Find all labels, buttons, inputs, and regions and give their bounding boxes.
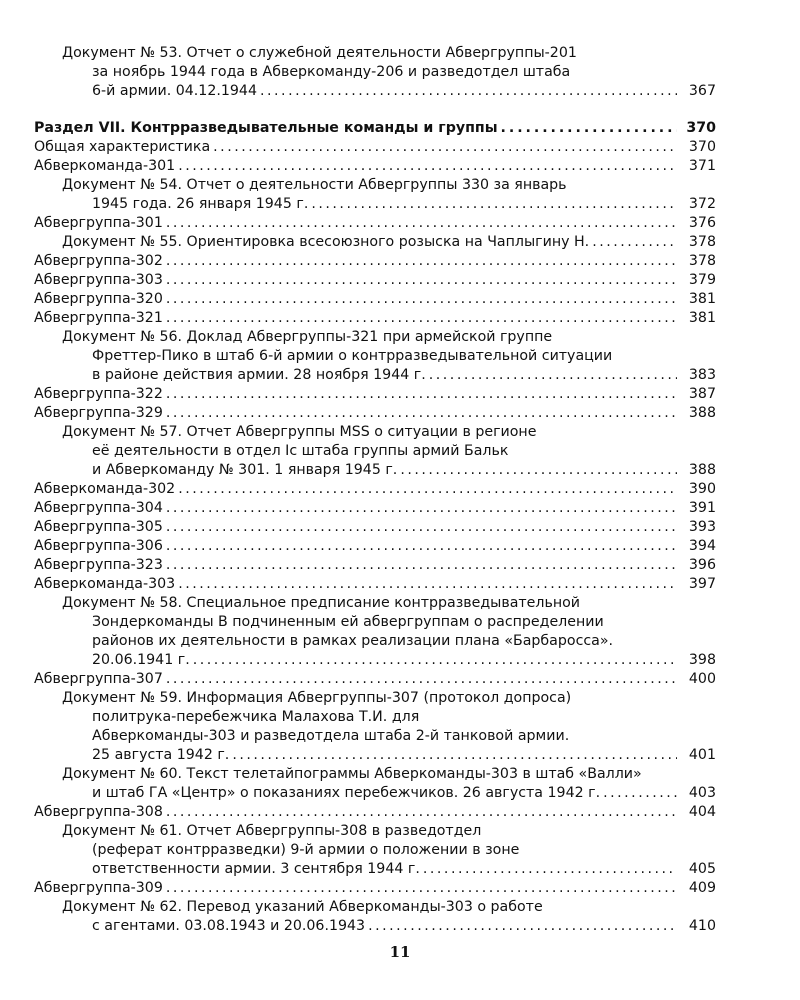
toc-document-entry xyxy=(34,594,716,670)
toc-entry-line xyxy=(34,518,680,537)
toc-entry-line xyxy=(34,404,680,423)
dot-leader xyxy=(166,518,677,537)
toc-entry xyxy=(34,309,716,328)
toc-entry-text: политрука-перебежчика Малахова Т.И. для xyxy=(92,709,420,725)
toc-entry xyxy=(34,157,716,176)
toc-page-number: 383 xyxy=(688,367,716,383)
toc-entry-text: (реферат контрразведки) 9-й армии о положении в зоне xyxy=(92,842,520,858)
toc-entry-text: её деятельности в отдел Iс штаба группы армий Бальк xyxy=(92,443,509,459)
dot-leader xyxy=(603,784,677,803)
toc-entry-text: Абверкоманда-302 xyxy=(34,481,176,497)
toc-entry-text: Абвергруппа-307 xyxy=(34,671,163,687)
dot-leader xyxy=(193,651,677,670)
toc-page-number: 400 xyxy=(688,671,716,687)
toc-entry-line xyxy=(62,44,680,63)
toc-page-number: 409 xyxy=(688,880,716,896)
toc-entry-line xyxy=(62,594,680,613)
toc-entry-text: 1945 года. 26 января 1945 г. xyxy=(92,196,309,212)
toc-entry xyxy=(34,537,716,556)
toc-entry-line xyxy=(62,195,680,214)
dot-leader xyxy=(166,556,677,575)
toc-entry-line xyxy=(34,290,680,309)
dot-leader xyxy=(400,461,677,480)
toc-entry-text: Зондеркоманды В подчиненным ей абвергруппам о распределении xyxy=(92,614,604,630)
toc-entry-line xyxy=(62,233,680,252)
toc-entry-text: Раздел VII. Контрразведывательные команды и группы xyxy=(34,120,498,136)
toc-entry-text: Абвергруппа-329 xyxy=(34,405,163,421)
toc-entry-text: 25 августа 1942 г. xyxy=(92,747,230,763)
toc-entry-line xyxy=(62,708,680,727)
toc-page-number: 381 xyxy=(688,291,716,307)
toc-entry-title xyxy=(62,594,680,670)
toc-entry-title xyxy=(34,271,680,290)
toc-entry-title xyxy=(34,537,680,556)
dot-leader xyxy=(166,214,677,233)
toc-page-number: 376 xyxy=(688,215,716,231)
toc-entry xyxy=(34,556,716,575)
toc-entry-text: с агентами. 03.08.1943 и 20.06.1943 xyxy=(92,918,366,934)
toc-entry-text: Абвергруппа-323 xyxy=(34,557,163,573)
toc-page-number: 405 xyxy=(688,861,716,877)
toc-entry-title xyxy=(34,499,680,518)
toc-entry xyxy=(34,252,716,271)
toc-entry-text: Абвергруппа-303 xyxy=(34,272,163,288)
toc-document-entry xyxy=(34,822,716,879)
toc-entry-text: Фреттер-Пико в штаб 6-й армии о контрразведывательной ситуации xyxy=(92,348,613,364)
toc-page-number: 381 xyxy=(688,310,716,326)
toc-entry-line xyxy=(62,765,680,784)
toc-entry-title xyxy=(34,879,680,898)
toc-entry-line xyxy=(34,575,680,594)
toc-entry-text: Абвергруппа-305 xyxy=(34,519,163,535)
toc-entry-text: Документ № 61. Отчет Абвергруппы-308 в разведотдел xyxy=(62,823,482,839)
toc-entry-line xyxy=(62,63,680,82)
page-number: 11 xyxy=(389,943,411,961)
toc-entry-line xyxy=(34,157,680,176)
toc-entry-title xyxy=(34,252,680,271)
toc-entry-line xyxy=(62,328,680,347)
toc-entry-line xyxy=(62,632,680,651)
toc-entry-title xyxy=(62,423,680,480)
toc-entry-line xyxy=(62,841,680,860)
toc-entry-line xyxy=(62,746,680,765)
toc-entry-text: Абвергруппа-308 xyxy=(34,804,163,820)
toc-entry-line xyxy=(62,461,680,480)
toc-entry-title xyxy=(62,898,680,936)
toc-entry-line xyxy=(34,385,680,404)
toc-entry-text: и Абверкоманду № 301. 1 января 1945 г. xyxy=(92,462,398,478)
toc-entry-line xyxy=(34,252,680,271)
toc-entry xyxy=(34,879,716,898)
dot-leader xyxy=(166,385,677,404)
dot-leader xyxy=(178,480,677,499)
toc-entry xyxy=(34,385,716,404)
toc-entry-title xyxy=(34,575,680,594)
toc-document-entry xyxy=(34,233,716,252)
toc-entry xyxy=(34,290,716,309)
toc-page-number: 388 xyxy=(688,462,716,478)
toc-page-number: 410 xyxy=(688,918,716,934)
dot-leader xyxy=(423,860,677,879)
toc-entry-title xyxy=(34,290,680,309)
dot-leader xyxy=(166,271,677,290)
toc-entry-title xyxy=(34,214,680,233)
toc-entry xyxy=(34,803,716,822)
dot-leader xyxy=(429,366,677,385)
toc-entry-text: в районе действия армии. 28 ноября 1944 г. xyxy=(92,367,426,383)
toc-document-entry xyxy=(34,176,716,214)
dot-leader xyxy=(178,575,677,594)
dot-leader xyxy=(260,82,677,101)
toc-section-heading xyxy=(34,119,716,138)
toc-entry-title xyxy=(34,480,680,499)
toc-entry-line xyxy=(34,214,680,233)
toc-entry-line xyxy=(34,803,680,822)
toc-entry-text: Документ № 58. Специальное предписание контрразведывательной xyxy=(62,595,580,611)
toc-entry-line xyxy=(62,82,680,101)
toc-entry-text: Абвергруппа-309 xyxy=(34,880,163,896)
dot-leader xyxy=(368,917,677,936)
toc-entry-title xyxy=(62,328,680,385)
toc-page-number: 367 xyxy=(688,83,716,99)
toc-entry-line xyxy=(62,347,680,366)
toc-entry-title xyxy=(34,138,680,157)
toc-entry-text: Документ № 59. Информация Абвергруппы-307 (протокол допроса) xyxy=(62,690,572,706)
toc-document-entry xyxy=(34,328,716,385)
toc-entry-line xyxy=(34,309,680,328)
toc-entry-text: Документ № 55. Ориентировка всесоюзного розыска на Чаплыгину Н. xyxy=(62,234,590,250)
dot-leader xyxy=(166,670,677,689)
toc-document-entry xyxy=(34,765,716,803)
section-spacer xyxy=(34,101,716,119)
toc-entry xyxy=(34,518,716,537)
toc-entry xyxy=(34,670,716,689)
toc-entry xyxy=(34,499,716,518)
toc-entry-line xyxy=(62,366,680,385)
dot-leader xyxy=(178,157,677,176)
toc-page-number: 396 xyxy=(688,557,716,573)
toc-page-number: 403 xyxy=(688,785,716,801)
toc-entry-text: Документ № 60. Текст телетайпограммы Абверкоманды-303 в штаб «Валли» xyxy=(62,766,642,782)
dot-leader xyxy=(166,803,677,822)
toc-entry-text: Документ № 57. Отчет Абвергруппы MSS о ситуации в регионе xyxy=(62,424,537,440)
toc-entry-text: Абвергруппа-301 xyxy=(34,215,163,231)
toc-entry-title xyxy=(34,385,680,404)
toc-page-number: 393 xyxy=(688,519,716,535)
dot-leader xyxy=(166,309,677,328)
toc-document-entry xyxy=(34,689,716,765)
toc-entry-title xyxy=(34,670,680,689)
table-of-contents xyxy=(34,44,716,936)
toc-entry-title xyxy=(62,44,680,101)
toc-entry-text: Документ № 56. Доклад Абвергруппы-321 при армейской группе xyxy=(62,329,553,345)
toc-entry-title xyxy=(34,119,680,138)
toc-page-number: 394 xyxy=(688,538,716,554)
toc-entry-title xyxy=(34,803,680,822)
toc-entry-title xyxy=(34,309,680,328)
toc-page-number: 398 xyxy=(688,652,716,668)
toc-entry-text: Абвергруппа-321 xyxy=(34,310,163,326)
toc-entry xyxy=(34,404,716,423)
toc-page-number: 370 xyxy=(686,120,716,136)
toc-page-number: 370 xyxy=(688,139,716,155)
toc-entry xyxy=(34,271,716,290)
toc-entry-text: Абверкоманды-303 и разведотдела штаба 2-й танковой армии. xyxy=(92,728,570,744)
toc-entry-title xyxy=(34,404,680,423)
toc-entry-text: и штаб ГА «Центр» о показаниях перебежчиков. 26 августа 1942 г. xyxy=(92,785,601,801)
toc-entry-line xyxy=(34,537,680,556)
toc-entry-text: Общая характеристика xyxy=(34,139,211,155)
dot-leader xyxy=(166,537,677,556)
toc-entry-text: Абверкоманда-301 xyxy=(34,158,176,174)
toc-entry-title xyxy=(34,518,680,537)
toc-entry-title xyxy=(34,556,680,575)
toc-page-number: 372 xyxy=(688,196,716,212)
toc-entry-line xyxy=(62,689,680,708)
toc-entry-line xyxy=(62,822,680,841)
toc-entry-title xyxy=(62,822,680,879)
toc-entry-text: Документ № 54. Отчет о деятельности Абвергруппы 330 за январь xyxy=(62,177,567,193)
dot-leader xyxy=(592,233,677,252)
toc-entry-line xyxy=(34,879,680,898)
toc-entry-line xyxy=(62,860,680,879)
toc-entry-title xyxy=(62,765,680,803)
dot-leader xyxy=(232,746,677,765)
toc-entry-title xyxy=(34,157,680,176)
toc-entry-line xyxy=(62,613,680,632)
toc-entry-text: Абвергруппа-304 xyxy=(34,500,163,516)
toc-document-entry xyxy=(34,423,716,480)
dot-leader xyxy=(166,499,677,518)
dot-leader xyxy=(166,879,677,898)
dot-leader xyxy=(311,195,677,214)
toc-page-number: 379 xyxy=(688,272,716,288)
dot-leader xyxy=(166,252,677,271)
toc-entry xyxy=(34,214,716,233)
dot-leader xyxy=(166,290,677,309)
toc-page-number: 387 xyxy=(688,386,716,402)
toc-entry-title xyxy=(62,689,680,765)
toc-entry-line xyxy=(62,176,680,195)
toc-entry-text: Абвергруппа-320 xyxy=(34,291,163,307)
toc-entry-line xyxy=(62,727,680,746)
toc-entry-line xyxy=(34,271,680,290)
toc-page-number: 378 xyxy=(688,234,716,250)
toc-entry xyxy=(34,138,716,157)
toc-entry xyxy=(34,480,716,499)
toc-entry-text: Абвергруппа-322 xyxy=(34,386,163,402)
toc-entry-line xyxy=(62,784,680,803)
toc-entry-text: 20.06.1941 г. xyxy=(92,652,190,668)
toc-entry xyxy=(34,575,716,594)
toc-entry-line xyxy=(34,480,680,499)
toc-entry-text: 6-й армии. 04.12.1944 xyxy=(92,83,257,99)
toc-entry-text: ответственности армии. 3 сентября 1944 г. xyxy=(92,861,420,877)
toc-entry-line xyxy=(34,556,680,575)
toc-document-entry xyxy=(34,898,716,936)
toc-entry-text: районов их деятельности в рамках реализации плана «Барбаросса». xyxy=(92,633,614,649)
toc-entry-title xyxy=(62,233,680,252)
toc-page-number: 401 xyxy=(688,747,716,763)
toc-entry-line xyxy=(62,442,680,461)
toc-entry-line xyxy=(34,499,680,518)
dot-leader xyxy=(213,138,677,157)
toc-entry-text: за ноябрь 1944 года в Абверкоманду-206 и разведотдел штаба xyxy=(92,64,571,80)
toc-entry-line xyxy=(34,670,680,689)
toc-entry-text: Документ № 53. Отчет о служебной деятельности Абвергруппы-201 xyxy=(62,45,577,61)
toc-entry-title xyxy=(62,176,680,214)
toc-entry-text: Абверкоманда-303 xyxy=(34,576,176,592)
dot-leader xyxy=(166,404,677,423)
toc-entry-line xyxy=(34,138,680,157)
toc-entry-line xyxy=(62,917,680,936)
toc-entry-line xyxy=(62,651,680,670)
toc-entry-text: Абвергруппа-302 xyxy=(34,253,163,269)
toc-page-number: 378 xyxy=(688,253,716,269)
toc-page-number: 371 xyxy=(688,158,716,174)
toc-page-number: 388 xyxy=(688,405,716,421)
toc-entry-text: Абвергруппа-306 xyxy=(34,538,163,554)
dot-leader xyxy=(501,119,677,138)
toc-entry-line xyxy=(62,423,680,442)
toc-page-number: 391 xyxy=(688,500,716,516)
toc-page-number: 404 xyxy=(688,804,716,820)
toc-entry-line xyxy=(62,898,680,917)
toc-document-entry xyxy=(34,44,716,101)
toc-page-number: 390 xyxy=(688,481,716,497)
toc-page-number: 397 xyxy=(688,576,716,592)
toc-entry-line xyxy=(34,119,680,138)
toc-entry-text: Документ № 62. Перевод указаний Абверкоманды-303 о работе xyxy=(62,899,543,915)
